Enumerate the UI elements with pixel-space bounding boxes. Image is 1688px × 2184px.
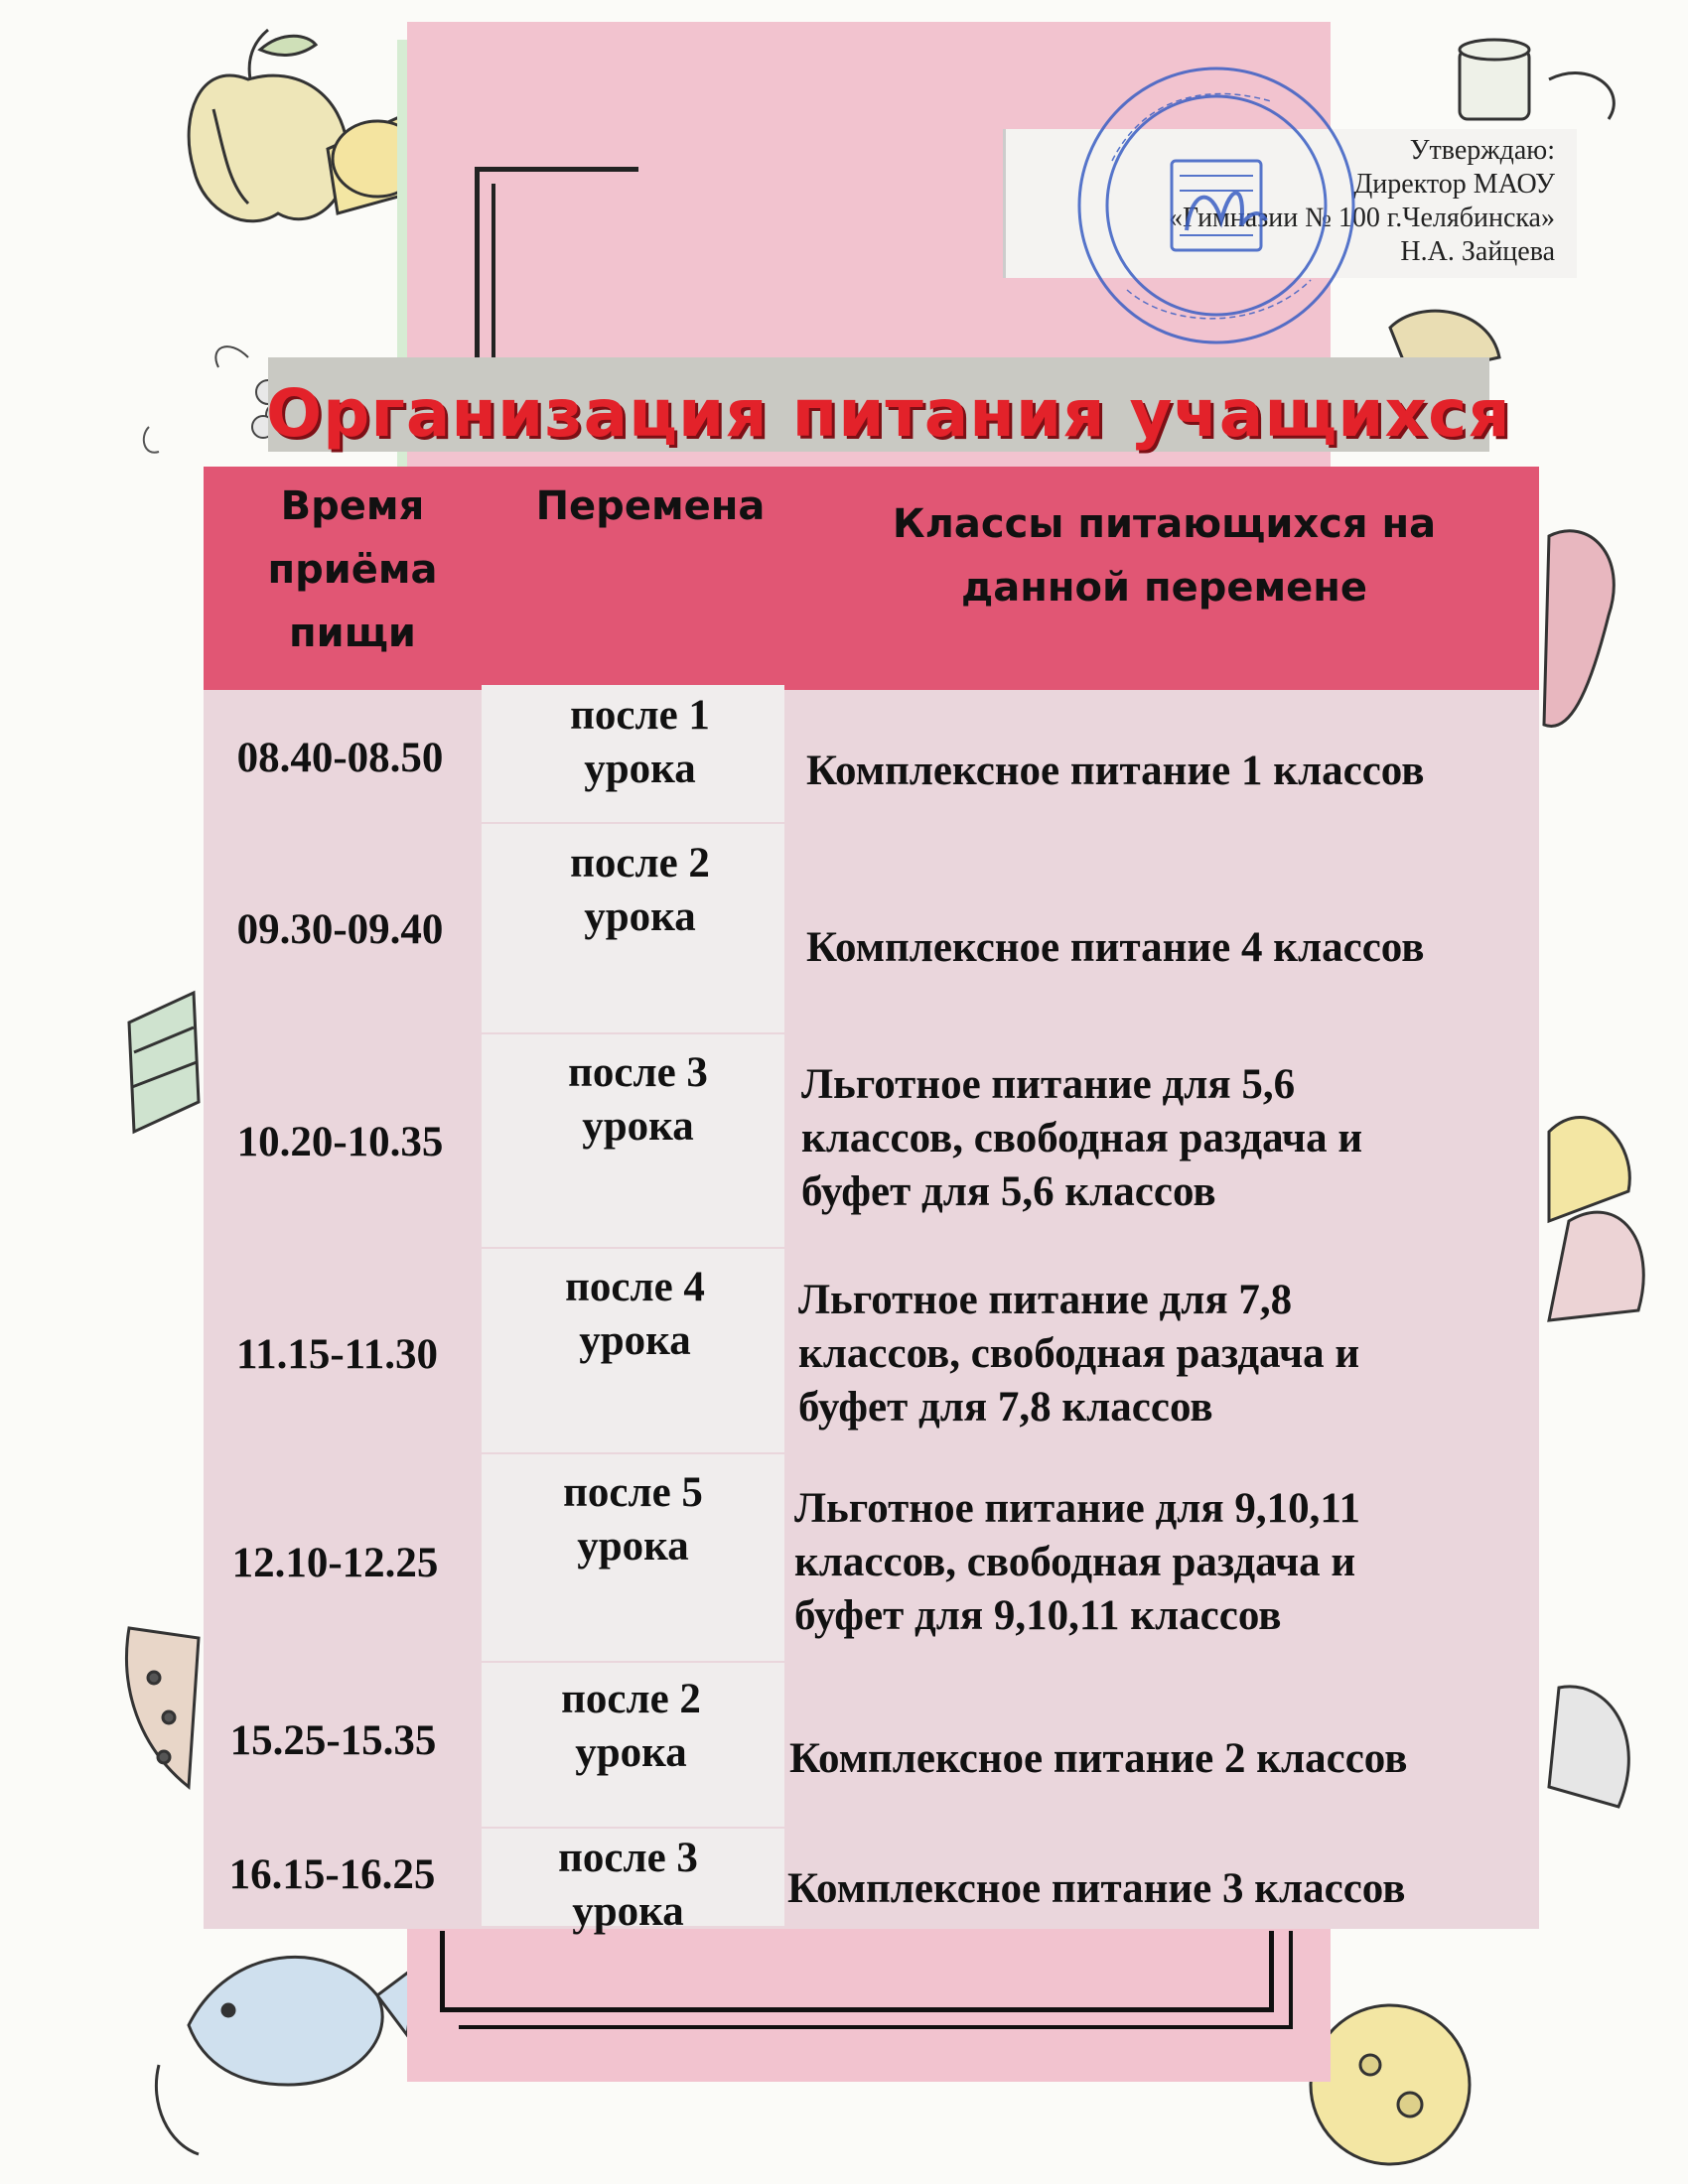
row-divider (482, 1661, 784, 1663)
row-5-time: 12.10-12.25 (231, 1540, 439, 1586)
page-title: Организация питания учащихся (266, 375, 1511, 452)
row-2-classes: Комплексное питание 4 классов (806, 924, 1425, 971)
frame-bottom-inner (459, 2025, 1293, 2029)
frame-bottom-right (1269, 1931, 1274, 2012)
row-4-classes: Льготное питание для 7,8 классов, свободная раздача и буфет для 7,8 классов (798, 1277, 1360, 1431)
row-6-classes: Комплексное питание 2 классов (789, 1735, 1408, 1782)
row-3-classes: Льготное питание для 5,6 классов, свободная раздача и буфет для 5,6 классов (801, 1061, 1363, 1215)
row-7-break: после 3 урока (558, 1835, 698, 1935)
stamp-seal (1072, 62, 1360, 349)
approval-line-3: «Гимназии № 100 г.Челябинска» (1168, 203, 1555, 233)
row-1-time: 08.40-08.50 (236, 735, 444, 781)
row-1-break: после 1 урока (570, 692, 710, 792)
row-3-time: 10.20-10.35 (236, 1119, 444, 1165)
row-6-time: 15.25-15.35 (229, 1717, 437, 1764)
row-4-time: 11.15-11.30 (235, 1331, 439, 1378)
approval-line-1: Утверждаю: (1409, 135, 1555, 166)
frame-line-top (475, 167, 638, 172)
row-7-time: 16.15-16.25 (228, 1851, 436, 1898)
row-7-classes: Комплексное питание 3 классов (787, 1865, 1406, 1912)
header-time: Время приёма пищи (267, 483, 438, 656)
sandwich-icon (129, 993, 199, 1132)
apple-icon (189, 30, 348, 221)
row-3-break: после 3 урока (568, 1049, 708, 1150)
row-divider (482, 1452, 784, 1454)
row-divider (482, 1247, 784, 1249)
bread-icon (127, 1628, 200, 1787)
row-4-break: после 4 урока (565, 1264, 705, 1364)
row-1-classes: Комплексное питание 1 классов (806, 748, 1425, 794)
row-divider (482, 1827, 784, 1829)
header-break: Перемена (535, 483, 766, 529)
frame-bottom (440, 2007, 1274, 2012)
approval-line-2: Директор МАОУ (1353, 169, 1555, 200)
row-6-break: после 2 урока (561, 1676, 701, 1776)
header-classes: Классы питающихся на данной перемене (892, 501, 1437, 611)
row-divider (482, 822, 784, 824)
approval-line-4: Н.А. Зайцева (1400, 236, 1555, 267)
frame-line-left (475, 167, 480, 380)
frame-bottom-right-inner (1289, 1931, 1293, 2029)
frame-line-left-inner (492, 184, 495, 382)
frame-bottom-left (440, 1931, 445, 2012)
fish-icon (156, 1957, 417, 2154)
signature (1187, 193, 1266, 230)
row-5-classes: Льготное питание для 9,10,11 классов, свободная раздача и буфет для 9,10,11 классов (794, 1485, 1361, 1639)
cup-icon (1460, 40, 1614, 119)
row-2-break: после 2 урока (570, 840, 710, 940)
row-2-time: 09.30-09.40 (236, 906, 444, 953)
row-5-break: после 5 урока (563, 1469, 703, 1570)
row-divider (482, 1032, 784, 1034)
